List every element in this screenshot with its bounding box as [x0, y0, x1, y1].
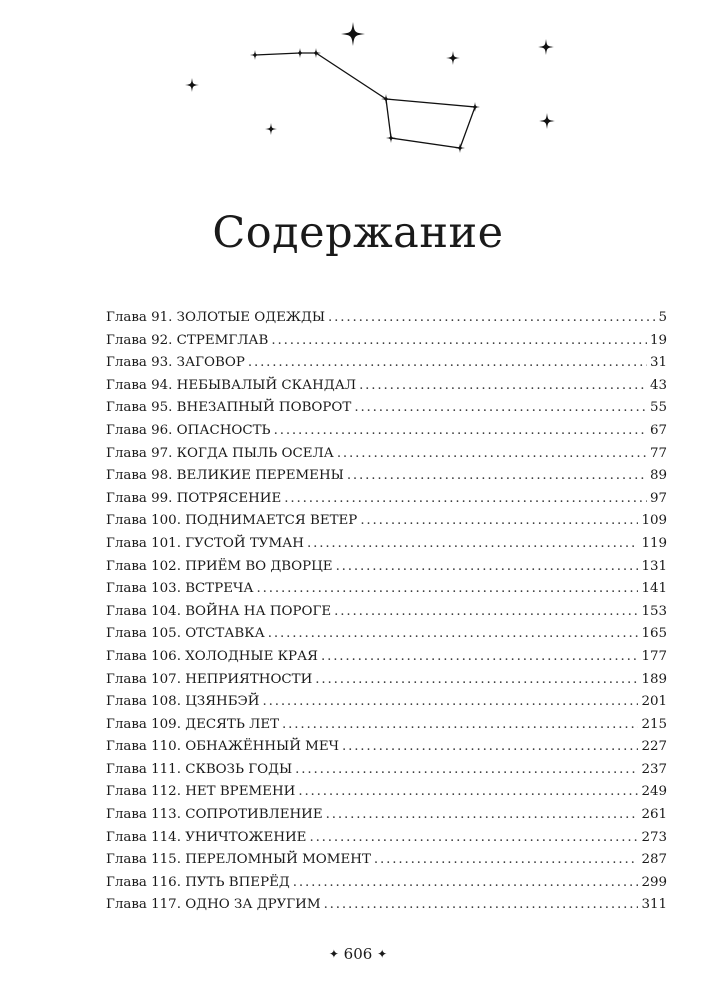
page-number: 606: [343, 945, 373, 963]
star-icon: [538, 39, 554, 55]
toc-entry-page: 119: [641, 535, 667, 551]
toc-entry-title: Глава 92. СТРЕМГЛАВ: [106, 332, 269, 348]
toc-dot-leader: [282, 714, 638, 737]
toc-entry-title: Глава 101. ГУСТОЙ ТУМАН: [106, 535, 304, 551]
star-icon: [446, 51, 460, 65]
toc-entry-page: 215: [641, 716, 667, 732]
diamond-star-icon: ✦: [328, 947, 339, 961]
toc-entry-page: 311: [641, 897, 667, 913]
toc-entry-page: 97: [649, 490, 667, 506]
toc-entry-title: Глава 91. ЗОЛОТЫЕ ОДЕЖДЫ: [106, 310, 326, 325]
toc-dot-leader: [307, 533, 638, 556]
toc-entry-title: Глава 112. НЕТ ВРЕМЕНИ: [106, 784, 296, 800]
toc-dot-leader: [271, 330, 647, 353]
toc-entry-page: 31: [649, 355, 667, 371]
toc-entry-page: 165: [641, 626, 667, 642]
toc-dot-leader: [298, 781, 638, 804]
table-of-contents: [106, 307, 667, 917]
toc-entry-page: 261: [641, 807, 667, 823]
toc-entry-title: Глава 98. ВЕЛИКИЕ ПЕРЕМЕНЫ: [106, 468, 344, 484]
toc-entry-page: 141: [641, 581, 667, 597]
toc-entry[interactable]: [106, 510, 667, 533]
toc-entry-page: 249: [641, 784, 667, 800]
toc-entry-page: 89: [649, 468, 667, 484]
toc-entry-title: Глава 95. ВНЕЗАПНЫЙ ПОВОРОТ: [106, 400, 352, 416]
diamond-star-icon: ✦: [377, 947, 388, 961]
toc-entry-page: 109: [641, 513, 667, 529]
toc-entry-page: 67: [649, 422, 667, 438]
toc-dot-leader: [326, 804, 639, 827]
toc-dot-leader: [321, 646, 638, 669]
toc-entry[interactable]: [106, 578, 667, 601]
toc-entry-title: Глава 111. СКВОЗЬ ГОДЫ: [106, 761, 293, 777]
toc-entry-title: Глава 99. ПОТРЯСЕНИЕ: [106, 490, 282, 506]
toc-entry[interactable]: [106, 646, 667, 669]
toc-entry-title: Глава 117. ОДНО ЗА ДРУГИМ: [106, 897, 321, 913]
toc-entry[interactable]: [106, 623, 667, 646]
toc-entry-title: Глава 114. УНИЧТОЖЕНИЕ: [106, 829, 307, 845]
star-node: [250, 50, 260, 60]
toc-entry-title: Глава 116. ПУТЬ ВПЕРЁД: [106, 874, 290, 890]
toc-entry[interactable]: [106, 714, 667, 737]
toc-entry-page: 153: [641, 603, 667, 619]
toc-entry-page: 131: [641, 558, 667, 574]
star-node: [381, 94, 391, 104]
toc-dot-leader: [257, 578, 639, 601]
toc-entry-title: Глава 106. ХОЛОДНЫЕ КРАЯ: [106, 648, 318, 664]
background-stars: [185, 22, 555, 135]
toc-entry-title: Глава 105. ОТСТАВКА: [106, 626, 265, 642]
star-node: [386, 133, 396, 143]
toc-dot-leader: [360, 510, 638, 533]
toc-entry[interactable]: [106, 307, 667, 330]
toc-entry-title: Глава 115. ПЕРЕЛОМНЫЙ МОМЕНТ: [106, 852, 371, 868]
constellation-illustration: [0, 0, 716, 170]
toc-dot-leader: [293, 872, 639, 895]
toc-dot-leader: [274, 420, 647, 443]
toc-entry[interactable]: [106, 420, 667, 443]
toc-entry[interactable]: [106, 781, 667, 804]
toc-entry-page: 43: [649, 377, 667, 393]
toc-dot-leader: [268, 623, 639, 646]
toc-entry[interactable]: [106, 872, 667, 895]
toc-entry-page: 273: [641, 829, 667, 845]
toc-dot-leader: [248, 352, 647, 375]
toc-entry-page: 19: [649, 332, 667, 348]
toc-dot-leader: [284, 488, 647, 511]
toc-entry-page: 77: [649, 445, 667, 461]
toc-dot-leader: [354, 397, 647, 420]
star-icon: [341, 22, 365, 46]
toc-dot-leader: [374, 849, 639, 872]
toc-entry-page: 227: [641, 739, 667, 755]
toc-dot-leader: [334, 601, 638, 624]
toc-entry[interactable]: [106, 352, 667, 375]
page-number-footer: [0, 945, 716, 963]
toc-entry[interactable]: [106, 601, 667, 624]
toc-entry[interactable]: [106, 375, 667, 398]
toc-entry[interactable]: [106, 849, 667, 872]
toc-entry[interactable]: [106, 397, 667, 420]
toc-entry-title: Глава 93. ЗАГОВОР: [106, 355, 245, 371]
toc-entry[interactable]: [106, 736, 667, 759]
constellation-lines: [255, 53, 475, 148]
toc-entry-title: Глава 104. ВОЙНА НА ПОРОГЕ: [106, 603, 332, 619]
toc-entry[interactable]: [106, 669, 667, 692]
toc-entry-title: Глава 102. ПРИЁМ ВО ДВОРЦЕ: [106, 558, 333, 574]
toc-dot-leader: [315, 669, 638, 692]
toc-entry-page: 55: [649, 400, 667, 416]
toc-dot-leader: [347, 465, 647, 488]
toc-entry-page: 189: [641, 671, 667, 687]
toc-entry-title: Глава 107. НЕПРИЯТНОСТИ: [106, 671, 313, 687]
toc-entry-page: 237: [641, 761, 667, 777]
toc-entry-page: 287: [641, 852, 667, 868]
toc-dot-leader: [324, 894, 639, 917]
toc-entry[interactable]: [106, 827, 667, 850]
toc-entry[interactable]: [106, 533, 667, 556]
toc-entry-title: Глава 97. КОГДА ПЫЛЬ ОСЕЛА: [106, 445, 334, 461]
toc-dot-leader: [328, 307, 655, 330]
star-icon: [539, 113, 555, 129]
toc-entry-page: 5: [658, 310, 667, 325]
toc-entry[interactable]: [106, 556, 667, 579]
toc-dot-leader: [309, 827, 638, 850]
toc-entry[interactable]: [106, 443, 667, 466]
toc-entry-title: Глава 96. ОПАСНОСТЬ: [106, 422, 271, 438]
toc-dot-leader: [336, 556, 639, 579]
constellation-nodes: [250, 48, 480, 153]
toc-entry[interactable]: [106, 759, 667, 782]
toc-dot-leader: [262, 691, 638, 714]
toc-entry-title: Глава 100. ПОДНИМАЕТСЯ ВЕТЕР: [106, 513, 358, 529]
toc-entry[interactable]: [106, 465, 667, 488]
toc-entry[interactable]: [106, 894, 667, 917]
toc-dot-leader: [337, 443, 647, 466]
page-title: Содержание: [212, 208, 504, 258]
toc-entry-title: Глава 94. НЕБЫВАЛЫЙ СКАНДАЛ: [106, 377, 357, 393]
star-node: [311, 48, 321, 58]
toc-entry-title: Глава 110. ОБНАЖЁННЫЙ МЕЧ: [106, 739, 339, 755]
toc-entry-title: Глава 108. ЦЗЯНБЭЙ: [106, 694, 260, 710]
toc-entry-title: Глава 109. ДЕСЯТЬ ЛЕТ: [106, 716, 280, 732]
star-node: [455, 143, 465, 153]
toc-dot-leader: [295, 759, 638, 782]
toc-entry-page: 299: [641, 874, 667, 890]
star-node: [295, 48, 305, 58]
toc-entry-title: Глава 103. ВСТРЕЧА: [106, 581, 254, 597]
toc-entry[interactable]: [106, 330, 667, 353]
toc-dot-leader: [342, 736, 638, 759]
toc-entry[interactable]: [106, 488, 667, 511]
star-node: [470, 102, 480, 112]
star-icon: [185, 78, 199, 92]
star-icon: [265, 123, 277, 135]
toc-entry[interactable]: [106, 691, 667, 714]
toc-dot-leader: [359, 375, 647, 398]
toc-entry-page: 201: [641, 694, 667, 710]
toc-entry-page: 177: [641, 648, 667, 664]
toc-entry-title: Глава 113. СОПРОТИВЛЕНИЕ: [106, 807, 323, 823]
toc-entry[interactable]: [106, 804, 667, 827]
